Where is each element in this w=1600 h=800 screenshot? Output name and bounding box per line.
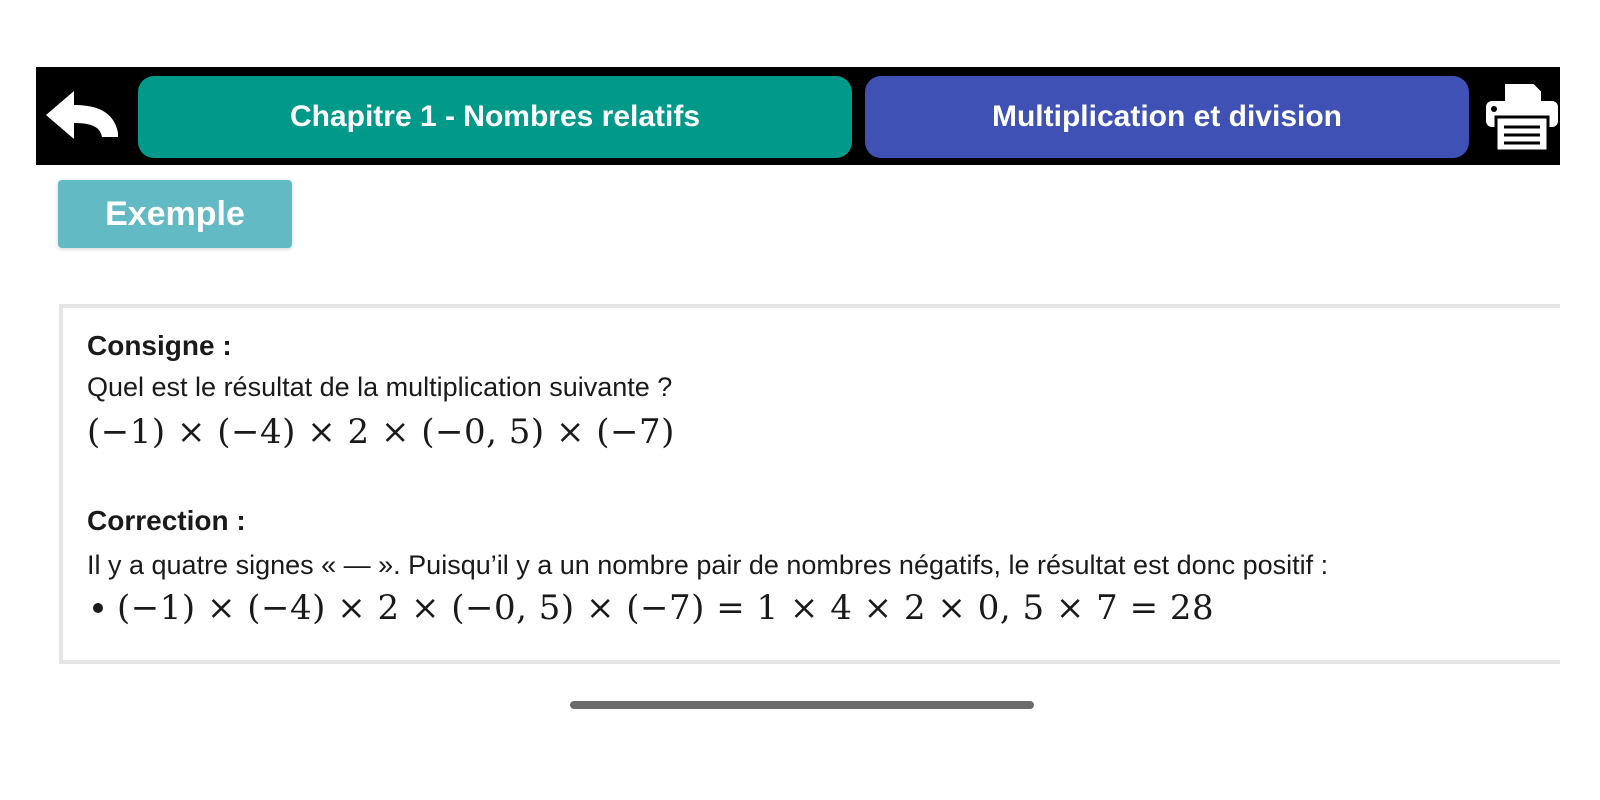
top-navigation-bar	[36, 67, 1560, 165]
back-button[interactable]	[44, 89, 120, 145]
exercise-card	[59, 304, 1560, 664]
chapter-button[interactable]	[138, 76, 852, 158]
instruction-text: Quel est le résultat de la multiplication suivante ?	[87, 372, 673, 402]
correction-heading: Correction :	[87, 505, 246, 536]
home-indicator[interactable]	[570, 701, 1034, 709]
section-button[interactable]	[865, 76, 1469, 158]
example-label: Exemple	[105, 194, 245, 233]
section-label: Multiplication et division	[991, 100, 1342, 133]
chapter-label: Chapitre 1 - Nombres relatifs	[289, 100, 701, 133]
printer-icon	[1482, 81, 1560, 153]
instruction-expression: (−1) × (−4) × 2 × (−0, 5) × (−7)	[87, 412, 675, 452]
back-arrow-icon	[44, 89, 120, 145]
correction-step-expression: (−1) × (−4) × 2 × (−0, 5) × (−7) = 1 × 4 × 2 × 0, 5 × 7 = 28	[117, 588, 1215, 628]
correction-step	[87, 588, 1214, 628]
bullet-icon	[93, 603, 103, 613]
correction-text: Il y a quatre signes « — ». Puisqu’il y a un nombre pair de nombres négatifs, le résultat est donc positif :	[87, 550, 1329, 580]
example-badge	[58, 180, 292, 248]
print-button[interactable]	[1482, 81, 1560, 153]
instruction-heading: Consigne :	[87, 330, 232, 361]
